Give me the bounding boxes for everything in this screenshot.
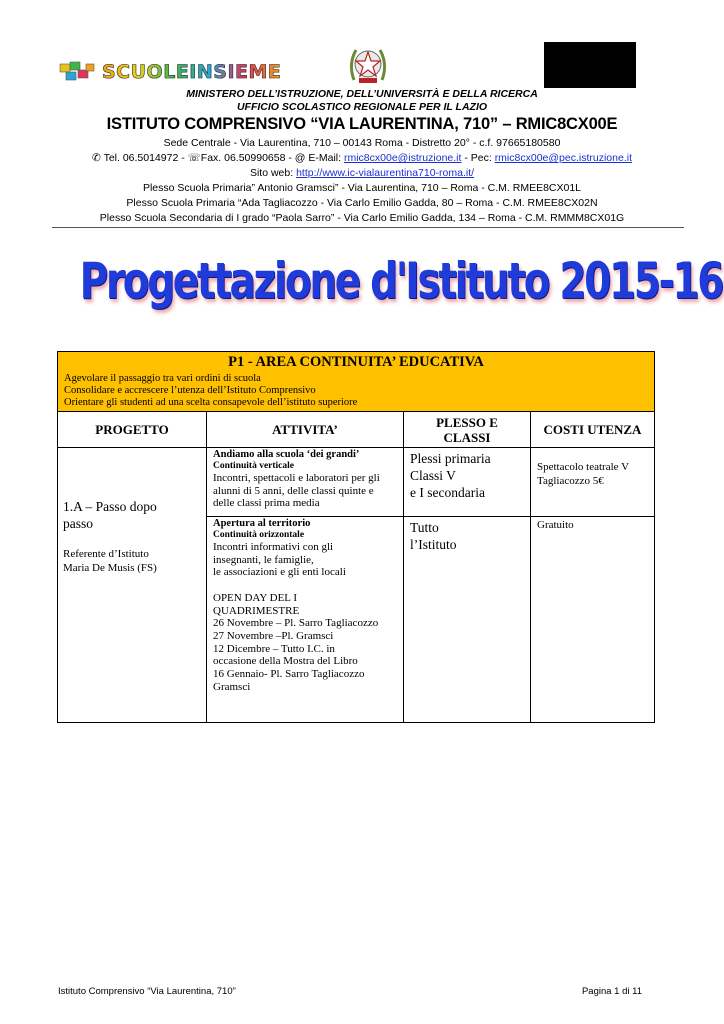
plesso-cell [403, 516, 531, 723]
col-header-label: CLASSI [443, 429, 491, 445]
col-header-label: COSTI UTENZA [543, 421, 642, 437]
activity-text-line: 16 Gennaio- Pl. Sarro Tagliacozzo [213, 668, 365, 681]
activity-subtitle: Continuità verticale [213, 461, 295, 471]
activity-text-line: delle classi prima media [213, 497, 320, 509]
area-objective: Orientare gli studenti ad una scelta consapevole dell’istituto superiore [64, 397, 358, 408]
fax-icon: ☏ [187, 152, 201, 164]
plesso-text-line: Classi V [410, 468, 456, 483]
plesso-text-line: Plessi primaria [410, 451, 491, 466]
area-objective: Agevolare il passaggio tra vari ordini di scuola [64, 373, 261, 384]
footer-left: Istituto Comprensivo “Via Laurentina, 710” [58, 986, 236, 997]
plesso-text-line: l’Istituto [410, 537, 457, 552]
area-title: P1 - AREA CONTINUITA’ EDUCATIVA [228, 354, 484, 370]
col-header-label: PLESSO E [436, 414, 498, 430]
header-divider [52, 227, 684, 228]
redaction-box [544, 42, 636, 88]
plesso-text-line: e I secondaria [410, 485, 485, 500]
project-title-line: passo [63, 516, 93, 531]
area-objective: Consolidare e accrescere l’utenza dell’Istituto Comprensivo [64, 385, 316, 396]
costi-text-line: Spettacolo teatrale V [537, 461, 630, 473]
school-name: ISTITUTO COMPRENSIVO “VIA LAURENTINA, 710” – RMIC8CX00E [106, 115, 618, 133]
project-title-line: 1.A – Passo dopo [63, 499, 157, 514]
phone-icon: ✆ [92, 152, 101, 164]
costi-text-line: Gratuito [537, 519, 574, 531]
project-cell [57, 447, 207, 723]
office-line: UFFICIO SCOLASTICO REGIONALE PER IL LAZIO [236, 101, 488, 113]
activity-description [213, 541, 403, 693]
activity-text-line: 26 Novembre – Pl. Sarro Tagliacozzo [213, 617, 379, 630]
puzzle-icon [58, 60, 98, 84]
activity-cell [206, 516, 404, 723]
col-header-label: ATTIVITA’ [272, 421, 338, 437]
referent-line: Referente d’Istituto [63, 548, 149, 560]
plesso-text-line: Tutto [410, 520, 439, 535]
scuoleinsieme-logo [58, 58, 282, 86]
plesso-line: Plesso Scuola Primaria “Ada Tagliacozzo - Via Carlo Emilio Gadda, 80 – Roma - C.M. RMEE8CX02N [126, 197, 598, 209]
costi-cell [530, 516, 655, 723]
area-header [57, 351, 655, 412]
project-referent [63, 547, 157, 575]
activity-text-line: Incontri, spettacoli e laboratori per gli [213, 472, 380, 484]
col-header-costi [530, 411, 655, 448]
at-icon: @ [294, 152, 306, 164]
col-header-progetto [57, 411, 207, 448]
web-label: Sito web: [249, 167, 294, 179]
sede-line: Sede Centrale - Via Laurentina, 710 – 00143 Roma - Distretto 20° - c.f. 97665180580 [163, 137, 561, 149]
spacer [213, 579, 403, 592]
activity-text-line: alunni di 5 anni, delle classi quinte e [213, 484, 374, 497]
plesso-cell [403, 447, 531, 517]
fax-text: Fax. 06.50990658 - [200, 152, 292, 164]
activity-text-line: occasione della Mostra del Libro [213, 655, 358, 668]
banner-title: Progettazione d'Istituto 2015-16 [79, 252, 723, 310]
activity-text-line: Incontri informativi con gli [213, 541, 334, 553]
activity-text-line: QUADRIMESTRE [213, 604, 300, 617]
plesso-line: Plesso Scuola Secondaria di I grado “Paola Sarro” - Via Carlo Emilio Gadda, 134 – Roma - C.M. RMMM8CX01G [99, 212, 625, 224]
referent-line: Maria De Musis (FS) [63, 562, 157, 574]
activity-description [213, 472, 403, 510]
activity-text-line: Gramsci [213, 680, 251, 693]
activity-text-line: 12 Dicembre – Tutto I.C. in [213, 642, 335, 655]
tel-text: Tel. 06.5014972 - [103, 152, 185, 164]
email-label: E-Mail: [308, 152, 342, 164]
activity-text-line: 27 Novembre –Pl. Gramsci [213, 629, 334, 642]
web-line [0, 167, 724, 179]
col-header-plesso [403, 411, 531, 448]
pec-link[interactable]: rmic8cx00e@pec.istruzione.it [494, 152, 632, 164]
web-link[interactable]: http://www.ic-vialaurentina710-roma.it/ [296, 167, 475, 179]
email-link[interactable]: rmic8cx00e@istruzione.it [343, 152, 462, 164]
pec-label: - Pec: [461, 152, 492, 164]
costi-cell [530, 447, 655, 517]
costi-text-line: Tagliacozzo 5€ [537, 475, 604, 487]
plesso-line: Plesso Scuola Primaria” Antonio Gramsci” - Via Laurentina, 710 – Roma - C.M. RMEE8CX01L [142, 182, 582, 194]
col-header-label: PROGETTO [95, 421, 169, 437]
activity-text-line: OPEN DAY DEL I [213, 591, 298, 604]
activity-title: Andiamo alla scuola ‘dei grandi’ [213, 449, 360, 460]
scuoleinsieme-wordmark: SCUOLEINSIEME [102, 61, 282, 83]
activity-subtitle: Continuità orizzontale [213, 530, 305, 540]
activity-cell [206, 447, 404, 517]
page-number: Pagina 1 di 11 [581, 986, 642, 997]
project-title [63, 498, 157, 532]
activity-title: Apertura al territorio [213, 518, 311, 529]
italian-republic-emblem [344, 40, 392, 88]
activity-text-line: le associazioni e gli enti locali [213, 566, 346, 579]
contacts-line [0, 152, 724, 164]
col-header-attivita [206, 411, 404, 448]
ministry-line: MINISTERO DELL’ISTRUZIONE, DELL’UNIVERSITÀ E DELLA RICERCA [186, 88, 538, 100]
activity-text-line: insegnanti, le famiglie, [213, 553, 314, 566]
